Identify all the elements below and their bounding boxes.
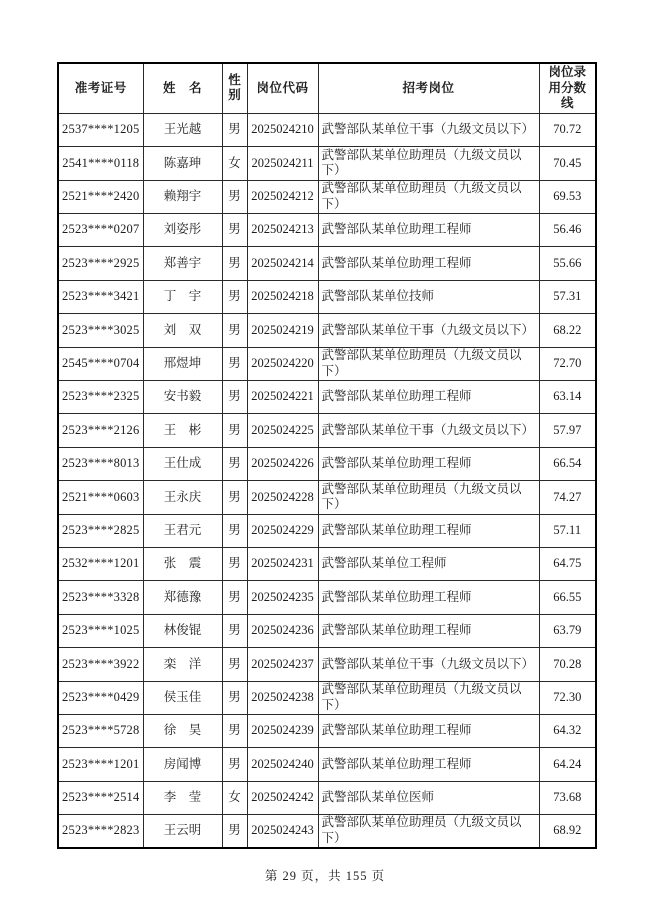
gender-cell: 男 <box>222 247 247 280</box>
position-code-cell: 2025024238 <box>247 681 318 714</box>
table-row <box>58 648 596 681</box>
admission-number-cell: 2545****0704 <box>58 347 143 380</box>
table-row <box>58 681 596 714</box>
table-row <box>58 815 596 848</box>
score-cell: 63.14 <box>539 381 596 414</box>
gender-cell: 男 <box>222 414 247 447</box>
table-row <box>58 781 596 814</box>
gender-cell: 女 <box>222 781 247 814</box>
gender-cell: 男 <box>222 547 247 580</box>
admission-number-cell: 2523****2925 <box>58 247 143 280</box>
position-code-cell: 2025024229 <box>247 514 318 547</box>
position-title-cell: 武警部队某单位助理员（九级文员以下） <box>318 347 539 380</box>
name-cell: 邢煜坤 <box>143 347 222 380</box>
score-cell: 57.97 <box>539 414 596 447</box>
table-row <box>58 581 596 614</box>
name-cell: 王仕成 <box>143 447 222 480</box>
header-name: 姓 名 <box>143 63 222 113</box>
position-title-cell: 武警部队某单位助理工程师 <box>318 614 539 647</box>
score-cell: 57.31 <box>539 280 596 313</box>
gender-cell: 男 <box>222 381 247 414</box>
position-title-cell: 武警部队某单位助理工程师 <box>318 748 539 781</box>
admission-number-cell: 2541****0118 <box>58 147 143 180</box>
score-cell: 64.24 <box>539 748 596 781</box>
admission-number-cell: 2523****1201 <box>58 748 143 781</box>
table-row <box>58 347 596 380</box>
gender-cell: 男 <box>222 314 247 347</box>
name-cell: 张 震 <box>143 547 222 580</box>
position-title-cell: 武警部队某单位助理工程师 <box>318 247 539 280</box>
name-cell: 王永庆 <box>143 481 222 514</box>
admission-number-cell: 2523****3421 <box>58 280 143 313</box>
position-title-cell: 武警部队某单位助理员（九级文员以下） <box>318 481 539 514</box>
table-row <box>58 147 596 180</box>
position-code-cell: 2025024213 <box>247 214 318 247</box>
admission-number-cell: 2523****5728 <box>58 714 143 747</box>
name-cell: 安书毅 <box>143 381 222 414</box>
table-row <box>58 614 596 647</box>
name-cell: 房闻博 <box>143 748 222 781</box>
score-table-container <box>57 62 595 849</box>
score-cell: 68.22 <box>539 314 596 347</box>
position-title-cell: 武警部队某单位干事（九级文员以下） <box>318 414 539 447</box>
name-cell: 王光越 <box>143 113 222 146</box>
score-table <box>57 62 597 849</box>
table-row <box>58 748 596 781</box>
admission-number-cell: 2523****2514 <box>58 781 143 814</box>
table-row <box>58 113 596 146</box>
table-row <box>58 514 596 547</box>
table-row <box>58 481 596 514</box>
position-code-cell: 2025024219 <box>247 314 318 347</box>
table-row <box>58 447 596 480</box>
position-code-cell: 2025024211 <box>247 147 318 180</box>
position-title-cell: 武警部队某单位干事（九级文员以下） <box>318 314 539 347</box>
table-row <box>58 247 596 280</box>
admission-number-cell: 2523****3328 <box>58 581 143 614</box>
gender-cell: 男 <box>222 347 247 380</box>
header-position-title: 招考岗位 <box>318 63 539 113</box>
position-code-cell: 2025024226 <box>247 447 318 480</box>
admission-number-cell: 2523****8013 <box>58 447 143 480</box>
position-title-cell: 武警部队某单位助理工程师 <box>318 581 539 614</box>
position-title-cell: 武警部队某单位工程师 <box>318 547 539 580</box>
table-row <box>58 547 596 580</box>
score-cell: 57.11 <box>539 514 596 547</box>
admission-number-cell: 2523****0207 <box>58 214 143 247</box>
admission-number-cell: 2523****2325 <box>58 381 143 414</box>
name-cell: 林俊锟 <box>143 614 222 647</box>
header-position-code: 岗位代码 <box>247 63 318 113</box>
admission-number-cell: 2523****1025 <box>58 614 143 647</box>
score-cell: 63.79 <box>539 614 596 647</box>
score-cell: 74.27 <box>539 481 596 514</box>
position-title-cell: 武警部队某单位助理工程师 <box>318 447 539 480</box>
gender-cell: 男 <box>222 113 247 146</box>
position-title-cell: 武警部队某单位助理员（九级文员以下） <box>318 147 539 180</box>
admission-number-cell: 2532****1201 <box>58 547 143 580</box>
position-code-cell: 2025024214 <box>247 247 318 280</box>
gender-cell: 男 <box>222 514 247 547</box>
position-code-cell: 2025024221 <box>247 381 318 414</box>
table-row <box>58 414 596 447</box>
position-code-cell: 2025024220 <box>247 347 318 380</box>
gender-cell: 男 <box>222 614 247 647</box>
name-cell: 徐 昊 <box>143 714 222 747</box>
position-code-cell: 2025024237 <box>247 648 318 681</box>
position-title-cell: 武警部队某单位助理工程师 <box>318 514 539 547</box>
score-cell: 55.66 <box>539 247 596 280</box>
score-cell: 68.92 <box>539 815 596 848</box>
position-title-cell: 武警部队某单位医师 <box>318 781 539 814</box>
table-row <box>58 214 596 247</box>
admission-number-cell: 2523****3922 <box>58 648 143 681</box>
name-cell: 王云明 <box>143 815 222 848</box>
gender-cell: 男 <box>222 714 247 747</box>
score-cell: 72.70 <box>539 347 596 380</box>
table-header-row <box>58 63 596 113</box>
table-header <box>58 63 596 113</box>
position-title-cell: 武警部队某单位助理员（九级文员以下） <box>318 180 539 213</box>
gender-cell: 男 <box>222 180 247 213</box>
score-cell: 56.46 <box>539 214 596 247</box>
position-code-cell: 2025024218 <box>247 280 318 313</box>
position-title-cell: 武警部队某单位助理员（九级文员以下） <box>318 815 539 848</box>
position-title-cell: 武警部队某单位干事（九级文员以下） <box>318 648 539 681</box>
name-cell: 赖翔宇 <box>143 180 222 213</box>
admission-number-cell: 2537****1205 <box>58 113 143 146</box>
position-title-cell: 武警部队某单位助理工程师 <box>318 714 539 747</box>
score-cell: 66.54 <box>539 447 596 480</box>
admission-number-cell: 2523****2823 <box>58 815 143 848</box>
name-cell: 侯玉佳 <box>143 681 222 714</box>
position-title-cell: 武警部队某单位助理员（九级文员以下） <box>318 681 539 714</box>
gender-cell: 男 <box>222 447 247 480</box>
position-title-cell: 武警部队某单位助理工程师 <box>318 381 539 414</box>
score-cell: 64.32 <box>539 714 596 747</box>
header-gender: 性别 <box>222 63 247 113</box>
header-admission-number: 准考证号 <box>58 63 143 113</box>
name-cell: 陈嘉珅 <box>143 147 222 180</box>
admission-number-cell: 2523****0429 <box>58 681 143 714</box>
admission-number-cell: 2521****0603 <box>58 481 143 514</box>
table-row <box>58 180 596 213</box>
table-body <box>58 113 596 848</box>
name-cell: 刘姿彤 <box>143 214 222 247</box>
name-cell: 郑善宇 <box>143 247 222 280</box>
admission-number-cell: 2523****2126 <box>58 414 143 447</box>
header-score-line: 岗位录用分数线 <box>539 63 596 113</box>
gender-cell: 男 <box>222 581 247 614</box>
position-code-cell: 2025024240 <box>247 748 318 781</box>
admission-number-cell: 2521****2420 <box>58 180 143 213</box>
gender-cell: 男 <box>222 648 247 681</box>
page-footer: 第 29 页，共 155 页 <box>264 869 386 883</box>
position-code-cell: 2025024210 <box>247 113 318 146</box>
score-cell: 69.53 <box>539 180 596 213</box>
position-code-cell: 2025024231 <box>247 547 318 580</box>
gender-cell: 男 <box>222 815 247 848</box>
score-cell: 70.45 <box>539 147 596 180</box>
name-cell: 栾 洋 <box>143 648 222 681</box>
position-code-cell: 2025024236 <box>247 614 318 647</box>
gender-cell: 男 <box>222 681 247 714</box>
position-code-cell: 2025024239 <box>247 714 318 747</box>
admission-number-cell: 2523****2825 <box>58 514 143 547</box>
position-code-cell: 2025024228 <box>247 481 318 514</box>
name-cell: 王君元 <box>143 514 222 547</box>
score-cell: 64.75 <box>539 547 596 580</box>
gender-cell: 男 <box>222 214 247 247</box>
name-cell: 郑德豫 <box>143 581 222 614</box>
position-title-cell: 武警部队某单位助理工程师 <box>318 214 539 247</box>
admission-number-cell: 2523****3025 <box>58 314 143 347</box>
gender-cell: 女 <box>222 147 247 180</box>
score-cell: 70.72 <box>539 113 596 146</box>
position-code-cell: 2025024225 <box>247 414 318 447</box>
table-row <box>58 714 596 747</box>
score-cell: 66.55 <box>539 581 596 614</box>
name-cell: 王 彬 <box>143 414 222 447</box>
table-row <box>58 314 596 347</box>
position-code-cell: 2025024212 <box>247 180 318 213</box>
score-cell: 70.28 <box>539 648 596 681</box>
gender-cell: 男 <box>222 280 247 313</box>
name-cell: 刘 双 <box>143 314 222 347</box>
position-title-cell: 武警部队某单位技师 <box>318 280 539 313</box>
gender-cell: 男 <box>222 748 247 781</box>
name-cell: 李 莹 <box>143 781 222 814</box>
name-cell: 丁 宇 <box>143 280 222 313</box>
position-code-cell: 2025024243 <box>247 815 318 848</box>
score-cell: 73.68 <box>539 781 596 814</box>
table-row <box>58 381 596 414</box>
table-row <box>58 280 596 313</box>
gender-cell: 男 <box>222 481 247 514</box>
position-code-cell: 2025024242 <box>247 781 318 814</box>
score-cell: 72.30 <box>539 681 596 714</box>
position-code-cell: 2025024235 <box>247 581 318 614</box>
position-title-cell: 武警部队某单位干事（九级文员以下） <box>318 113 539 146</box>
